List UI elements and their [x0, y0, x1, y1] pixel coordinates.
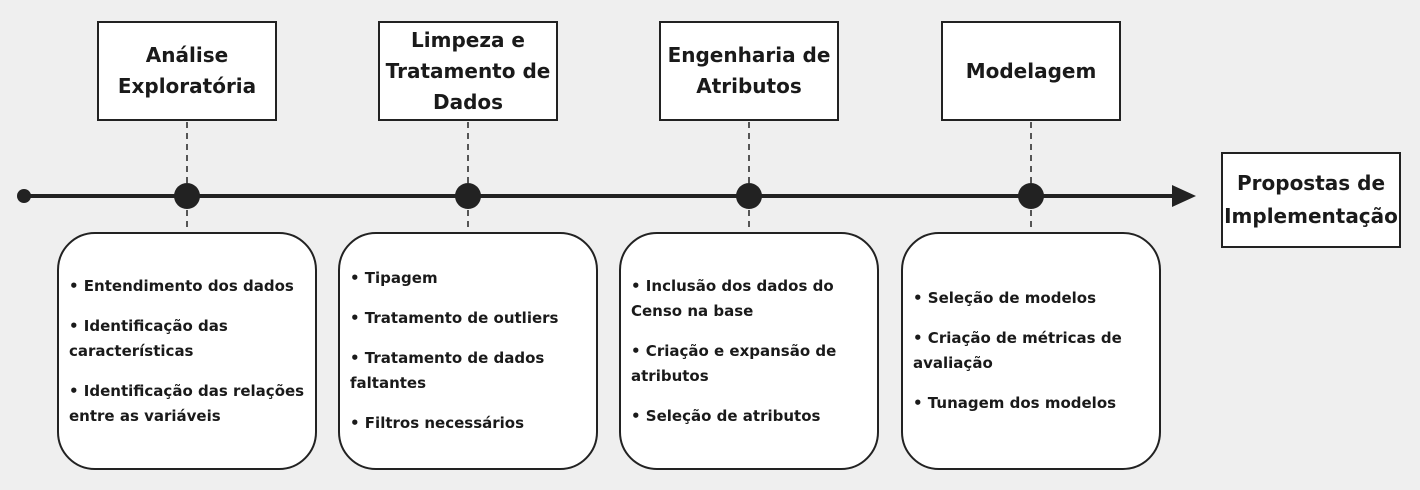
card-item: • Identificação das características — [69, 316, 228, 360]
card-item: • Inclusão dos dados do Censo na base — [631, 276, 834, 320]
stage-card-limpeza — [338, 232, 598, 470]
milestone-dot-analise — [174, 183, 200, 209]
timeline-start-dot — [17, 189, 31, 203]
milestone-dot-limpeza — [455, 183, 481, 209]
card-item: • Tratamento de outliers — [350, 309, 559, 327]
card-item: • Filtros necessários — [350, 414, 525, 432]
card-item: • Entendimento dos dados — [69, 276, 294, 295]
stage-title-engenharia: Engenharia de Atributos — [659, 21, 839, 121]
card-item: • Seleção de modelos — [913, 289, 1096, 307]
stage-title-modelagem: Modelagem — [941, 21, 1121, 121]
timeline-arrowhead — [1172, 185, 1196, 207]
milestone-dot-modelagem — [1018, 183, 1044, 209]
card-item: • Tipagem — [350, 269, 438, 287]
card-item: • Identificação das relações entre as variáveis — [69, 381, 305, 425]
stage-card-modelagem — [901, 232, 1161, 470]
card-item: • Tunagem dos modelos — [913, 394, 1117, 412]
stage-title-limpeza: Limpeza e Tratamento de Dados — [378, 21, 558, 121]
stage-title-analise: Análise Exploratória — [97, 21, 277, 121]
milestone-dot-engenharia — [736, 183, 762, 209]
card-item: • Seleção de atributos — [631, 406, 821, 425]
card-item: • Tratamento de dados faltantes — [350, 349, 545, 392]
final-box-propostas: Propostas de Implementação — [1221, 152, 1401, 248]
stage-card-analise — [57, 232, 317, 470]
card-item: • Criação de métricas de avaliação — [913, 329, 1122, 372]
card-item: • Criação e expansão de atributos — [631, 341, 837, 385]
stage-card-engenharia — [619, 232, 879, 470]
